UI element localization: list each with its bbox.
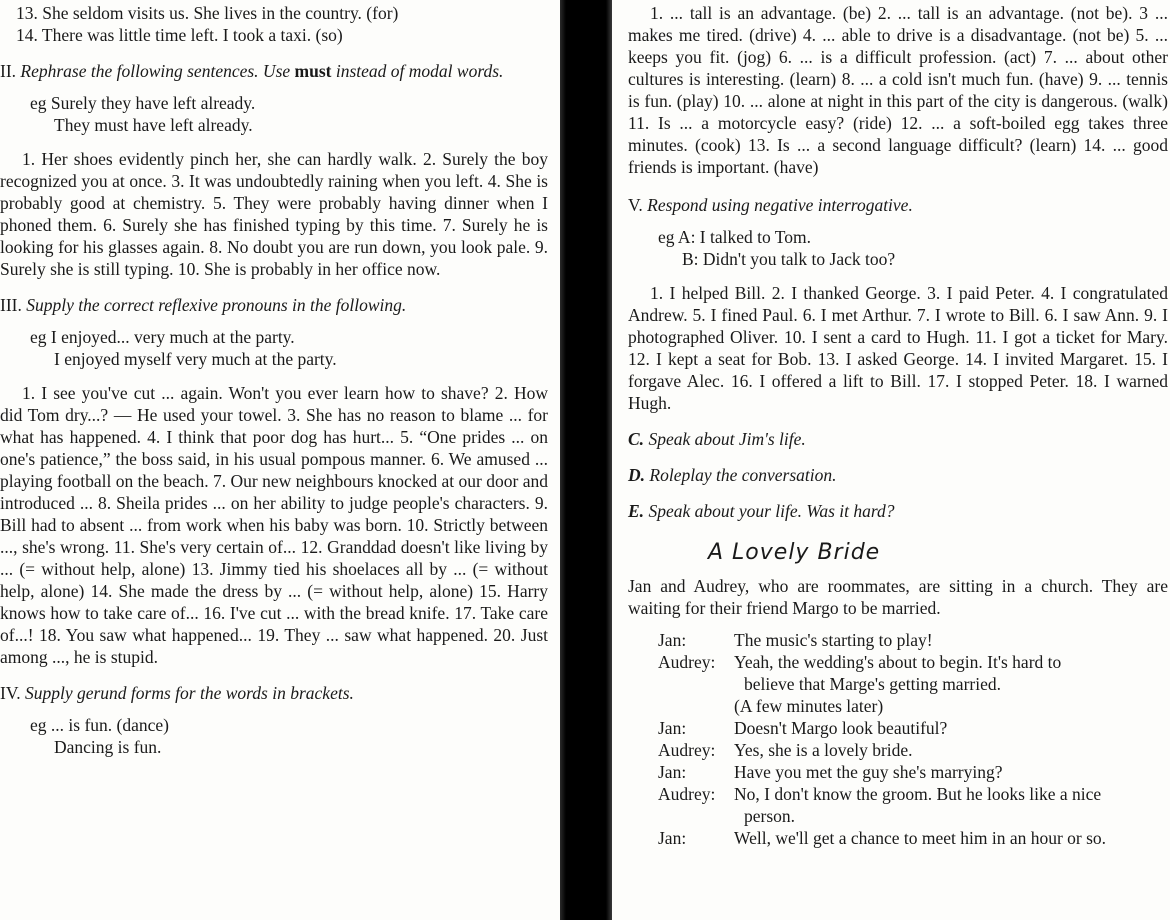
dialogue — [628, 629, 1168, 849]
dialogue-line: person. — [744, 806, 796, 826]
exercise-line-13: 13. She seldom visits us. She lives in the country. (for) — [16, 3, 399, 23]
section-2-example: eg Surely they have left already. They must have left already. — [30, 93, 256, 135]
section-3-example: eg I enjoyed... very much at the party. I enjoyed myself very much at the party. — [30, 327, 337, 369]
dialogue-line: Jan: Doesn't Margo look beautiful? — [658, 718, 948, 738]
dialogue-line: believe that Marge's getting married. — [744, 674, 1001, 694]
section-4-heading: IV. Supply gerund forms for the words in brackets. — [0, 683, 354, 703]
dialogue-line: Audrey: Yes, she is a lovely bride. — [658, 740, 913, 760]
section-4-body: 1. ... tall is an advantage. (be) 2. ... tall is an advantage. (not be). 3 ... makes me tired. (drive) 4. ... able to drive is a disadvantage. (not be) 5. ... keeps you fit. (jog) 6. ... is a difficult profession. (act) 7. ... about other cultures is interesting. (learn) 8. ... a cold isn't much fun. (have) 9. ... tennis is fun. (play) 10. ... alone at night in this part of the city is dangerous. (walk) 11. Is ... a motorcycle easy? (ride) 12. ... a soft-boiled egg takes three minutes. (cook) 13. Is ... a second language difficult? (learn) 14. ... good friends is important. (have) — [628, 3, 1168, 177]
dialogue-line: Audrey: No, I don't know the groom. But he looks like a nice — [658, 784, 1102, 804]
right-page — [612, 0, 1170, 920]
exercise-line-14: 14. There was little time left. I took a taxi. (so) — [16, 25, 343, 45]
left-page — [0, 0, 560, 920]
section-2-heading: II. Rephrase the following sentences. Use must instead of modal words. — [0, 61, 504, 81]
section-4-example: eg ... is fun. (dance) Dancing is fun. — [30, 715, 169, 757]
dialogue-stage-note: (A few minutes later) — [734, 696, 884, 716]
section-5-body: 1. I helped Bill. 2. I thanked George. 3. I paid Peter. 4. I congratulated Andrew. 5. I fined Paul. 6. I met Arthur. 7. I wrote to Bill. 6. I saw Ann. 9. I photographed Oliver. 10. I sent a card to Hugh. 11. I got a ticket for Mary. 12. I kept a seat for Bob. 13. I asked George. 14. I invited Margaret. 15. I forgave Alec. 16. I offered a lift to Bill. 17. I stopped Peter. 18. I warned Hugh. — [628, 283, 1168, 413]
section-5-example: eg A: I talked to Tom. B: Didn't you talk to Jack too? — [658, 227, 896, 269]
section-3-heading: III. Supply the correct reflexive pronouns in the following. — [0, 295, 407, 315]
task-d: D. Roleplay the conversation. — [628, 465, 837, 485]
story-title: A Lovely Bride — [708, 540, 881, 565]
section-2-body: 1. Her shoes evidently pinch her, she can hardly walk. 2. Surely the boy recognized you at once. 3. It was undoubtedly raining when you left. 4. She is probably good at chemistry. 5. They were probably having dinner when I phoned them. 6. Surely she has finished typing by this time. 7. Surely he is looking for his glasses again. 8. No doubt you are run down, you look pale. 9. Surely she is still typing. 10. She is probably in her office now. — [0, 149, 548, 279]
dialogue-line: Audrey: Yeah, the wedding's about to begin. It's hard to — [658, 652, 1062, 672]
section-3-body: 1. I see you've cut ... again. Won't you ever learn how to shave? 2. How did Tom dry...? — He used your towel. 3. She has no reason to blame ... for what has happened. 4. I think that poor dog has hurt... 5. “One prides ... on one's patience,” the boss said, in his usual pompous manner. 6. We amused ... playing football on the beach. 7. Our new neighbours knocked at our door and introduced ... 8. Sheila prides ... on her ability to judge people's characters. 9. Bill had to absent ... from work when his baby was born. 10. Strictly between ..., she's wrong. 11. She's very certain of... 12. Granddad doesn't like living by ... (= without help, alone) 13. Jimmy tied his shoelaces all by ... (= without help, alone) 14. She made the dress by ... (= without help, alone) 15. Harry knows how to take care of... 16. I've cut ... with the bread knife. 17. Take care of...! 18. You saw what happened... 19. They ... saw what happened. 20. Just among ..., he is stupid. — [0, 383, 548, 667]
dialogue-line: Jan: Have you met the guy she's marrying? — [658, 762, 1003, 782]
book-gutter — [560, 0, 612, 920]
dialogue-line: Jan: The music's starting to play! — [658, 630, 933, 650]
section-5-heading: V. Respond using negative interrogative. — [628, 195, 913, 215]
story-intro: Jan and Audrey, who are roommates, are sitting in a church. They are waiting for their friend Margo to be married. — [628, 576, 1168, 618]
task-c: C. Speak about Jim's life. — [628, 429, 806, 449]
dialogue-line: Jan: Well, we'll get a chance to meet him in an hour or so. — [658, 828, 1107, 848]
task-e: E. Speak about your life. Was it hard? — [628, 501, 895, 521]
